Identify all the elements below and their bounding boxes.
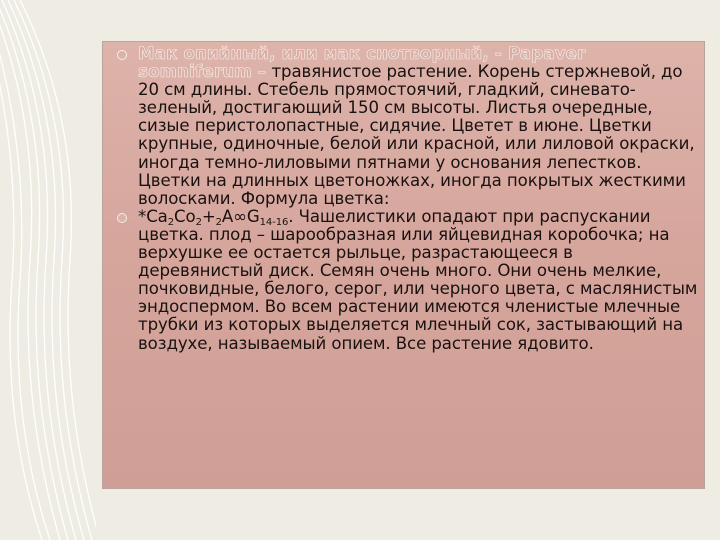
decorative-curves <box>0 0 96 540</box>
bullet-circle-icon <box>117 213 127 223</box>
species-heading: Мак опийный, или мак снотворный, - Papaver somniferum – <box>138 44 586 82</box>
flower-formula: $*Ca_2Co_2+_2A\infty G_{14-16}$ <box>138 206 289 228</box>
paragraph-papaver-description <box>114 45 700 208</box>
slide-text-body <box>114 45 700 353</box>
bullet-circle-icon <box>117 50 127 60</box>
paragraph-flower-formula <box>114 208 700 353</box>
fruit-description-text: . Чашелистики опадают при распускании цветка. плод – шарообразная или яйцевидная коробочка; на верхушке ее остается рыльце, разрастающееся в деревянистый диск. Семян очень много. Они очень мелкие, почковидные, белого, серог, или черного цвета, с маслянистым эндоспермом. Во всем растении имеются членистые млечные трубки из которых выделяется млечный сок, застывающий на воздухе, называемый опием. Все растение ядовито. <box>138 206 698 353</box>
description-text: травянистое растение. Корень стержневой, до 20 см длины. Стебель прямостоячий, гладкий, синевато-зеленый, достигающий 150 см высоты. Листья очередные, сизые перистолопастные, сидячие. Цветет в июне. Цветки крупные, одиночные, белой или красной, или лиловой окраски, иногда темно-лиловыми пятнами у основания лепестков. Цветки на длинных цветоножках, иногда покрытых жесткими волосками. Формула цветка: <box>138 62 695 208</box>
